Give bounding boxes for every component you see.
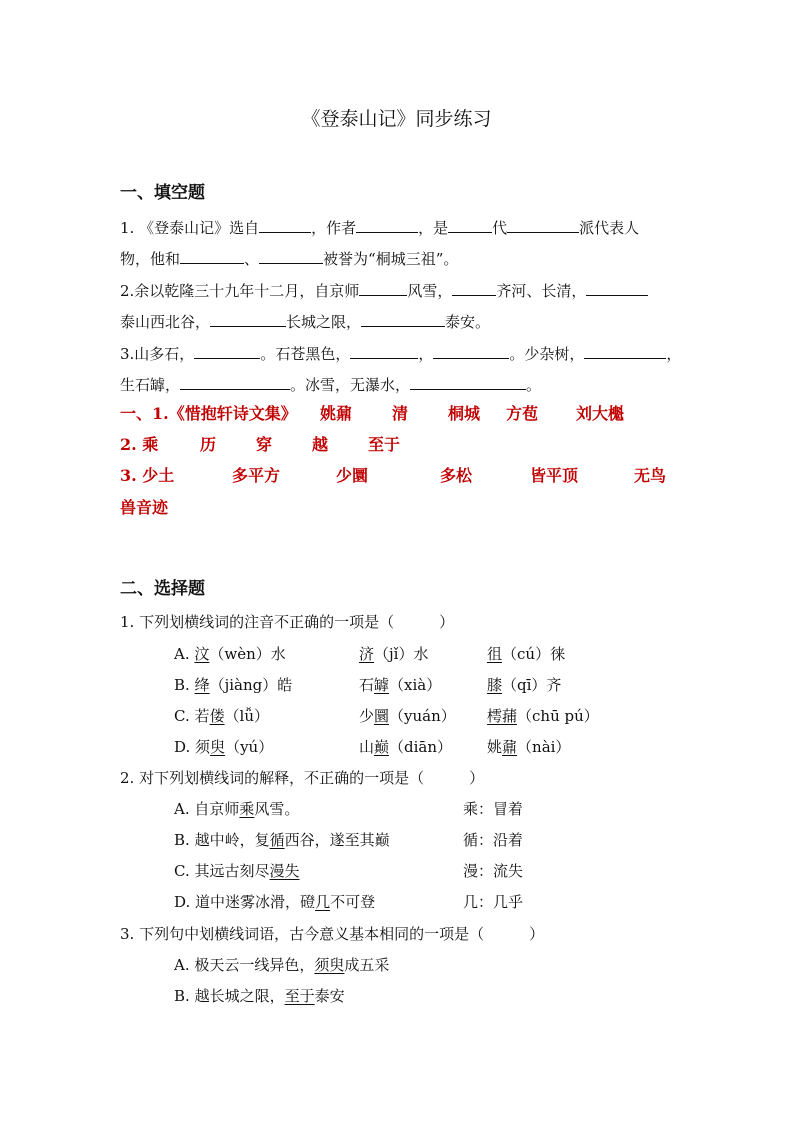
- mc-question-2-stem: 2. 对下列划横线词的解释，不正确的一项是（ ）: [120, 769, 485, 787]
- question-2-line-2: 泰山西北谷， 长城之限， 泰安。: [120, 310, 490, 333]
- answer-blank[interactable]: [194, 342, 260, 359]
- answer-blank[interactable]: [210, 310, 286, 327]
- answer-blank[interactable]: [356, 216, 418, 233]
- answer-blank[interactable]: [180, 373, 290, 390]
- answer-blank[interactable]: [584, 342, 666, 359]
- answer-blank[interactable]: [448, 216, 492, 233]
- answer-blank[interactable]: [507, 216, 579, 233]
- answer-blank[interactable]: [359, 279, 407, 296]
- answer-blank[interactable]: [586, 279, 648, 296]
- answer-blank[interactable]: [410, 373, 526, 390]
- section-heading-fill-in: 一、填空题: [120, 183, 205, 203]
- question-3-line-1: 3.山多石， 。石苍黑色， ， 。少杂树， ，: [120, 342, 681, 365]
- answer-blank[interactable]: [350, 342, 418, 359]
- answer-blank[interactable]: [180, 247, 244, 264]
- question-3-line-2: 生石罅， 。冰雪，无瀑水， 。: [120, 373, 541, 396]
- answer-key-row-1: 一、1.《惜抱轩诗文集》 姚鼐 清 桐城 方苞 刘大櫆: [120, 404, 625, 423]
- mc-question-3-stem: 3. 下列句中划横线词语，古今意义基本相同的一项是（ ）: [120, 925, 545, 943]
- worksheet-page: 《登泰山记》同步练习 一、填空题 1. 《登泰山记》选自 ，作者 ，是 代 派代表人 物，他和 、 被誉为“桐城三祖”。 2.余以乾隆三十九年十二月，自京师 风雪， 齐河、长清， 泰山西北谷， 长城之限， 泰安。 3.山多石， 。石苍黑色， ， 。少杂树， ， 生石罅， 。冰雪，无瀑水， 。 一、1.《惜抱轩诗文集》 姚鼐 清 桐城 方苞 刘大櫆 2. 乘 历 穿 越 至于 3. 少土 多平方 少圜 多松 皆平顶 无鸟 兽音迹 二、选择题 1. 下列划横线词的注音不正确的一项是（ ） A. 汶（wèn）水 济（jǐ）水 徂（cú）徕 B. 绛（jiàng）皓 石罅（xià） 膝（qī）齐 C. 若偻（lǚ） 少圜（yuán） 樗蒱（chū pú） D. 须臾（yú） 山巅（diān） 姚鼐（nài） 2. 对下列划横线词的解释，不正确的一项是（ ） A. 自京师乘风雪。 乘：冒着 B. 越中岭，复循西谷，遂至其巅 循：沿着 C. 其远古刻尽漫失 漫：流失 D. 道中迷雾冰滑，磴几不可登 几：几乎 3. 下列句中划横线词语，古今意义基本相同的一项是（ ） A. 极天云一线异色，须臾成五采 B. 越长城之限，至于泰安: [0, 0, 793, 1122]
- mc-question-1-stem: 1. 下列划横线词的注音不正确的一项是（ ）: [120, 613, 455, 631]
- answer-blank[interactable]: [361, 310, 445, 327]
- question-1-line-1: 1. 《登泰山记》选自 ，作者 ，是 代 派代表人: [120, 216, 639, 239]
- answer-blank[interactable]: [452, 279, 496, 296]
- answer-key-row-4: 兽音迹: [120, 498, 169, 517]
- answer-blank[interactable]: [433, 342, 509, 359]
- answer-key-row-2: 2. 乘 历 穿 越 至于: [120, 435, 401, 454]
- page-title: 《登泰山记》同步练习: [301, 108, 492, 130]
- section-heading-multiple-choice: 二、选择题: [120, 579, 205, 599]
- answer-blank[interactable]: [259, 247, 323, 264]
- question-1-line-2: 物，他和 、 被誉为“桐城三祖”。: [120, 247, 458, 270]
- answer-blank[interactable]: [259, 216, 311, 233]
- question-2-line-1: 2.余以乾隆三十九年十二月，自京师 风雪， 齐河、长清，: [120, 279, 648, 302]
- answer-key-row-3: 3. 少土 多平方 少圜 多松 皆平顶 无鸟: [120, 466, 667, 485]
